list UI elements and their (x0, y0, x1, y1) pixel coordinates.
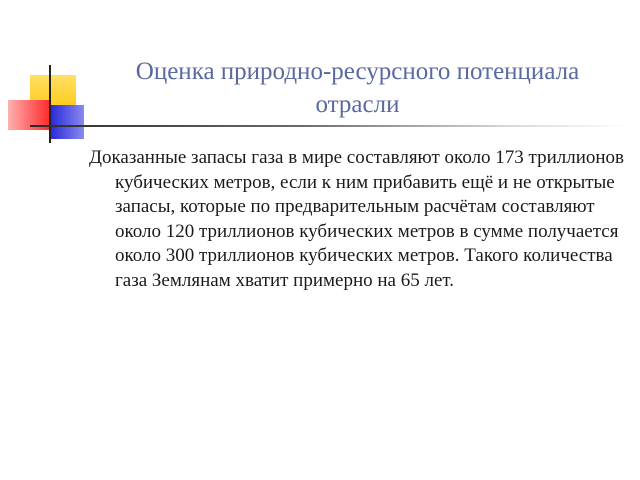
slide-title: Оценка природно-ресурсного потенциала отрасли (135, 58, 580, 118)
title-divider (30, 125, 630, 127)
body-paragraph: Доказанные запасы газа в мире составляют около 173 триллионов кубических метров, если к ним прибавить ещё и не открытые запасы, которые по предварительным расчётам составляют около 120 триллионов кубических метров в сумме получается около 300 триллионов кубических метров. Такого количества газа Землянам хватит примерно на 65 лет. (89, 147, 625, 291)
